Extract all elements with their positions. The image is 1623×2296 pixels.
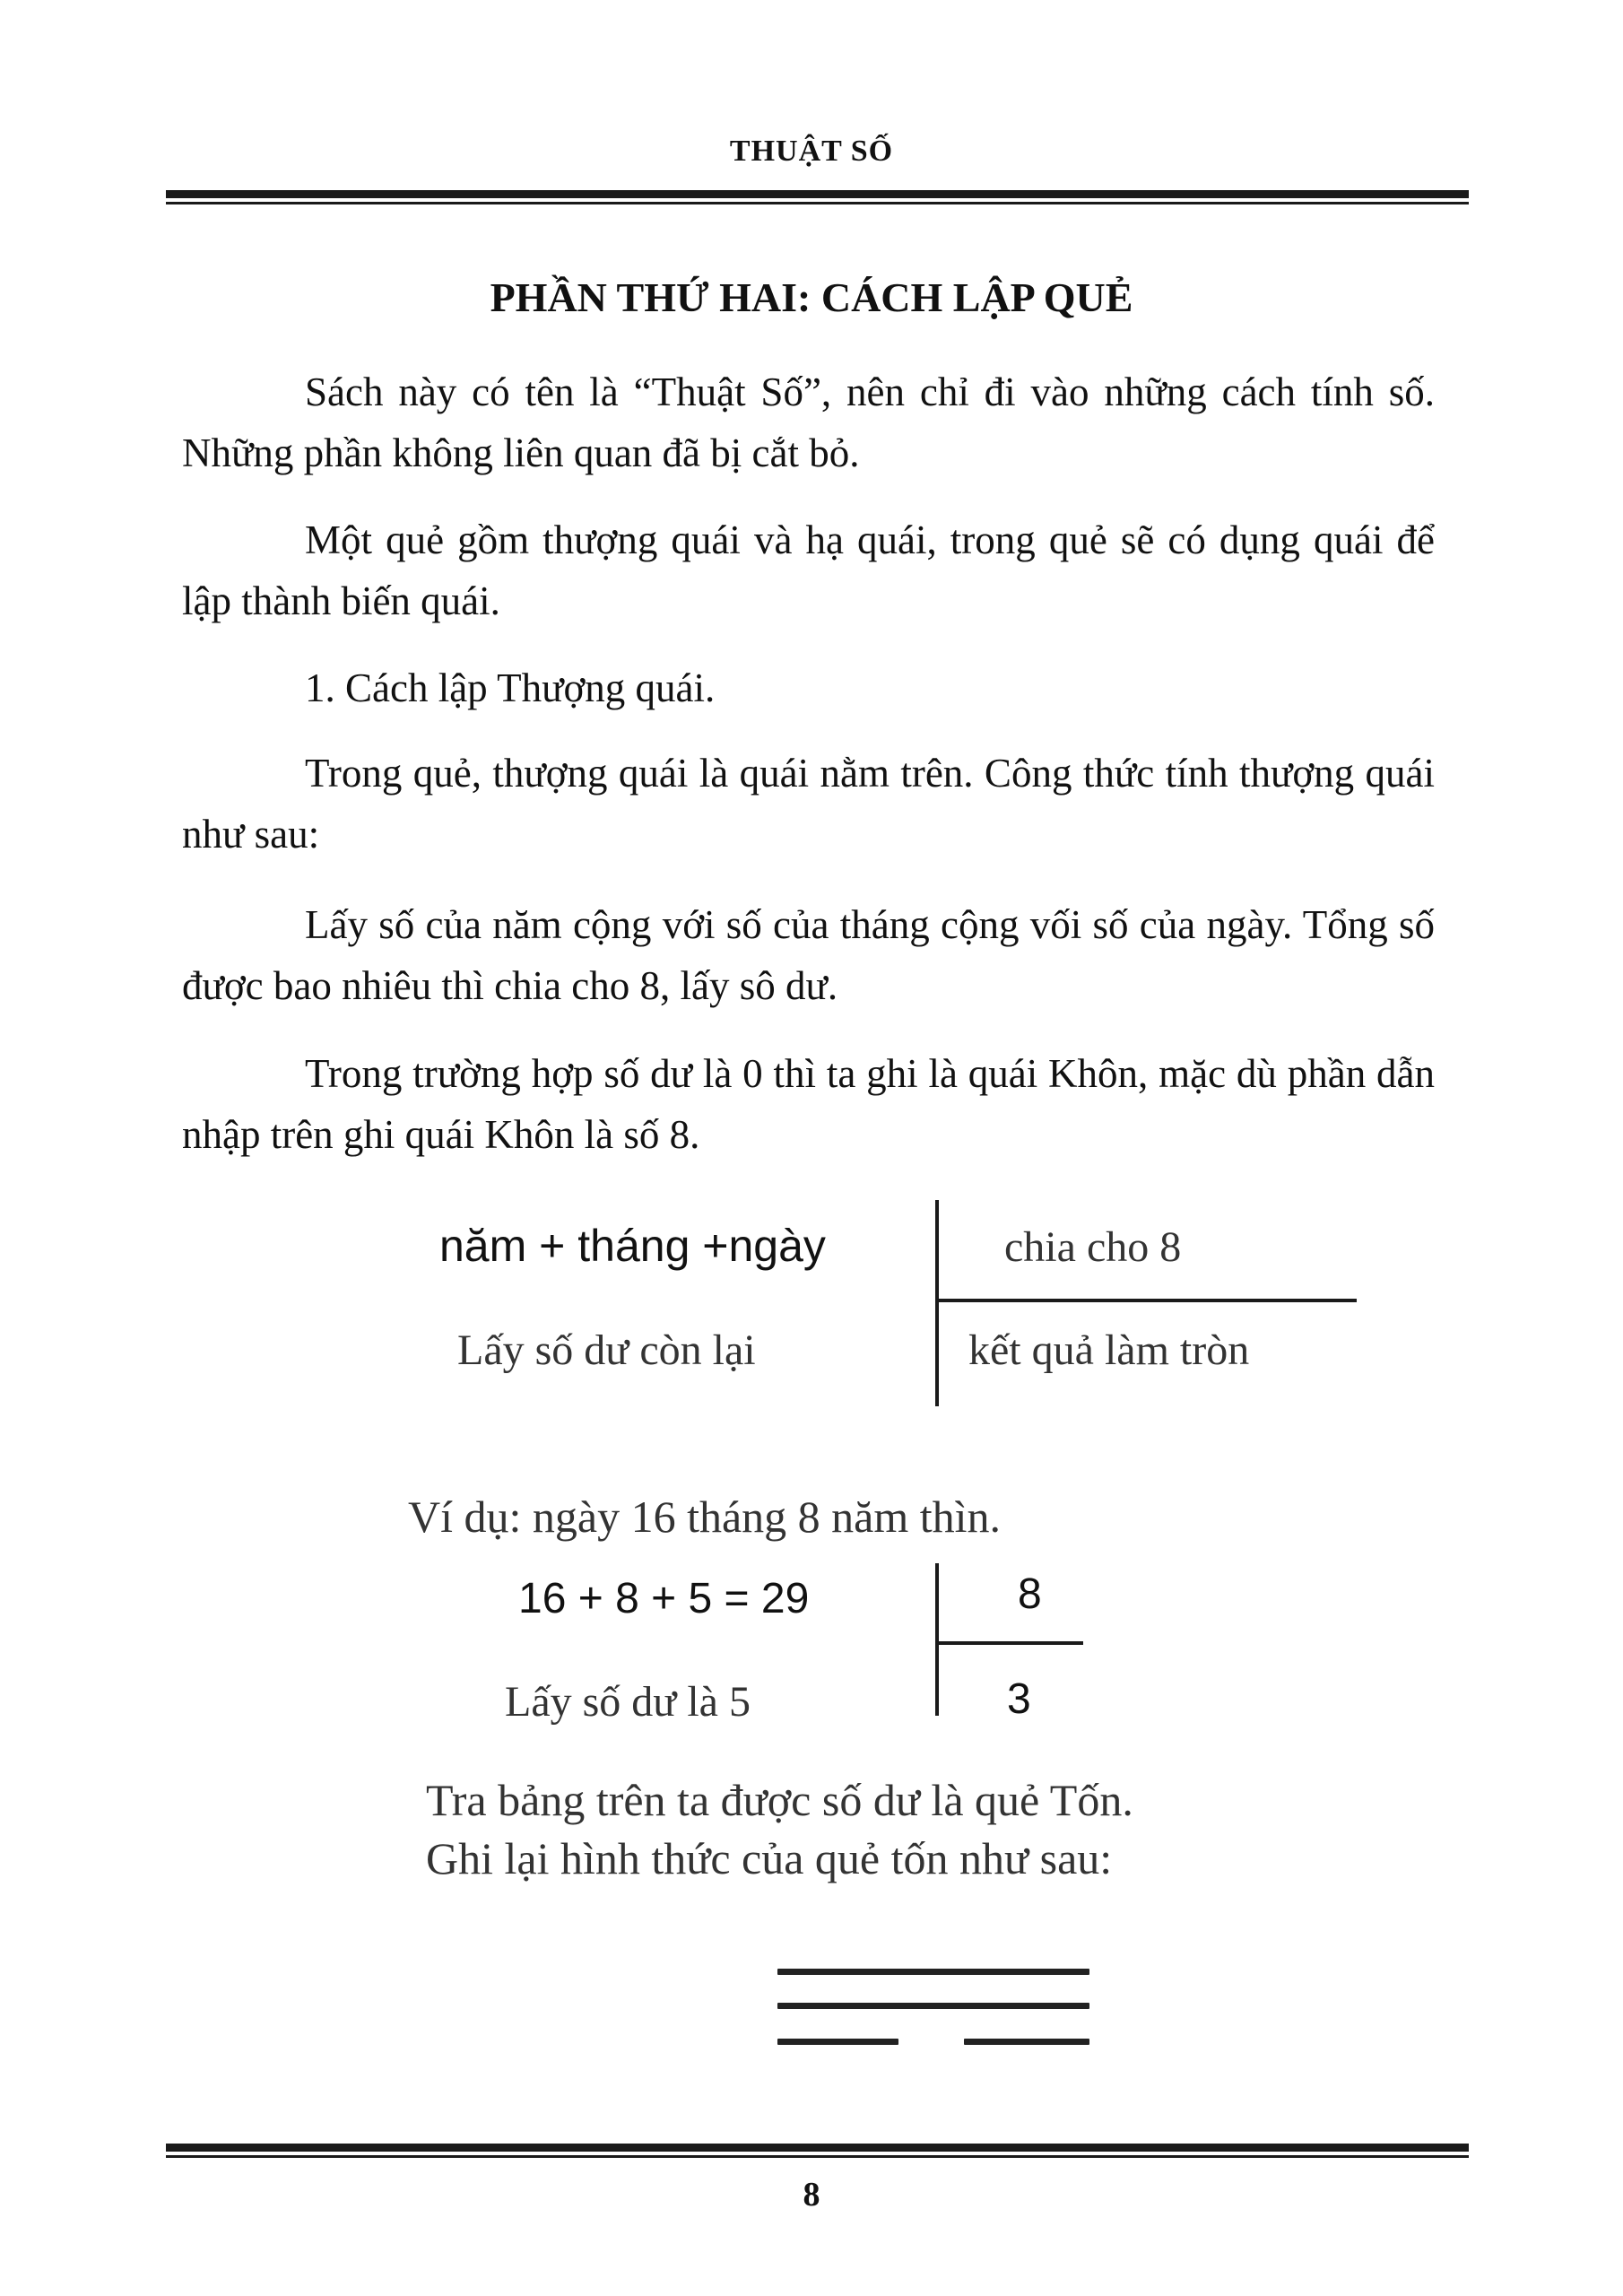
example-divisor: 8 [1018,1570,1042,1618]
hexagram-line-broken-left [777,2039,898,2045]
formula-horizontal-bar [935,1299,1357,1302]
paragraph-formula-rule: Lấy số của năm cộng với số của tháng cộng vối số của ngày. Tổng số được bao nhiêu thì chia cho 8, lấy sô dư. [182,902,1435,1008]
formula-remainder: Lấy số dư còn lại [457,1326,756,1374]
example-vertical-bar [935,1563,939,1716]
hexagram-line-solid [777,1969,1089,1975]
example-remainder: Lấy số dư là 5 [505,1678,751,1726]
paragraph-que-structure: Một quẻ gồm thượng quái và hạ quái, trong quẻ sẽ có dụng quái để lập thành biến quái. [182,517,1435,623]
conclusion-line-2: Ghi lại hình thức của quẻ tốn như sau: [426,1833,1113,1883]
example-quotient: 3 [1007,1675,1031,1723]
paragraph-subheading-thuong-quai: 1. Cách lập Thượng quái. [305,665,716,710]
example-horizontal-bar [935,1641,1083,1645]
running-header: THUẬT SỐ [729,135,894,168]
formula-divisor: chia cho 8 [1004,1223,1182,1271]
formula-dividend: năm + tháng +ngày [439,1221,826,1271]
example-intro: Ví dụ: ngày 16 tháng 8 năm thìn. [408,1492,1002,1542]
footer-rule [166,2144,1469,2158]
page-number: 8 [803,2176,820,2213]
hexagram-line-broken-right [964,2039,1089,2045]
formula-quotient: kết quả làm tròn [968,1326,1250,1374]
formula-vertical-bar [935,1200,939,1406]
paragraph-intro: Sách này có tên là “Thuật Số”, nên chỉ đi vào những cách tính số. Những phần không liên quan đã bị cắt bỏ. [182,370,1435,475]
conclusion-line-1: Tra bảng trên ta được số dư là quẻ Tốn. [426,1775,1133,1825]
paragraph-zero-remainder: Trong trường hợp số dư là 0 thì ta ghi là quái Khôn, mặc dù phần dẫn nhập trên ghi quái Khôn là số 8. [182,1051,1435,1157]
section-title: PHẦN THỨ HAI: CÁCH LẬP QUẺ [490,274,1133,320]
hexagram-line-solid [777,2003,1089,2009]
header-rule [166,190,1469,204]
paragraph-definition: Trong quẻ, thượng quái là quái nằm trên. Công thức tính thượng quái như sau: [182,751,1435,857]
example-dividend: 16 + 8 + 5 = 29 [518,1575,810,1622]
